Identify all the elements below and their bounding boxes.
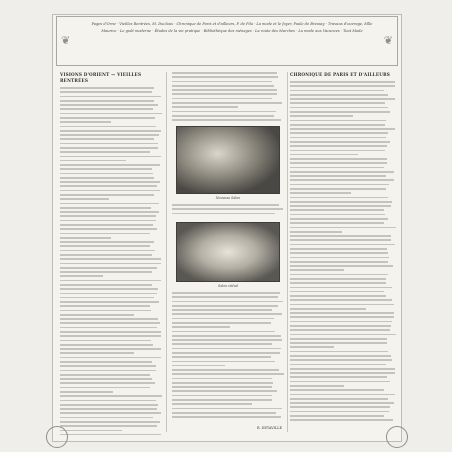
text-line <box>60 143 158 145</box>
left-ornament-icon: ❦ <box>61 34 71 47</box>
text-line <box>290 329 390 331</box>
text-line <box>172 111 276 113</box>
text-line <box>290 137 386 139</box>
text-line <box>60 335 161 337</box>
left-article-heading: VISIONS D'ORIENT — VIEILLES RENTRÉES <box>60 72 142 83</box>
text-line <box>60 181 160 183</box>
text-line <box>60 387 150 389</box>
text-line <box>290 355 391 357</box>
text-line <box>290 102 385 104</box>
text-line <box>172 395 272 397</box>
text-line <box>172 390 277 392</box>
table-of-contents: Pages d'Orne · Vieilles Rentrées, M. Duclaux · Chronique de Paris et d'ailleurs, P. de Pila · La mode et le foyer, Paule de Bressay · Travaux d'ouvrage, Mlle Maurice · Le goût moderne · Études de la vie pratique · Bibliothèque des ménages · La route des Marches · La mode aux Vacances · Tout Mode <box>91 22 373 34</box>
text-line <box>290 209 384 211</box>
text-line <box>60 241 154 243</box>
text-line <box>60 194 154 196</box>
text-line <box>60 310 151 312</box>
text-line <box>290 376 387 378</box>
text-line <box>60 365 156 367</box>
text-line <box>290 107 388 109</box>
text-line <box>60 361 152 363</box>
text-line <box>172 296 278 298</box>
text-line <box>290 90 384 92</box>
text-line <box>290 278 386 280</box>
text-line <box>290 235 391 237</box>
text-line <box>60 104 158 106</box>
text-line <box>172 313 282 315</box>
text-line <box>60 297 154 299</box>
text-line <box>290 368 395 370</box>
text-line <box>290 171 394 173</box>
text-line <box>60 117 155 119</box>
text-line <box>172 106 238 108</box>
text-line <box>60 382 155 384</box>
text-line <box>60 408 157 410</box>
text-line <box>60 254 152 256</box>
text-line <box>60 327 157 329</box>
text-line <box>172 93 277 95</box>
text-line <box>60 147 158 149</box>
text-line <box>60 280 161 282</box>
text-line <box>290 321 392 323</box>
text-line <box>172 322 271 324</box>
text-line <box>290 175 386 177</box>
text-line <box>60 301 159 303</box>
text-line <box>60 220 156 222</box>
text-line <box>172 305 278 307</box>
text-line <box>60 258 161 260</box>
text-line <box>290 325 391 327</box>
text-line <box>60 412 161 414</box>
text-line <box>60 138 154 140</box>
text-line <box>60 275 103 277</box>
text-line <box>290 287 392 289</box>
text-line <box>172 386 272 388</box>
text-line <box>172 115 274 117</box>
text-line <box>290 141 390 143</box>
photo-caption: Salon réduit <box>218 284 238 288</box>
text-line <box>60 224 153 226</box>
photo-fireplace <box>176 126 280 194</box>
text-line <box>290 316 394 318</box>
text-line <box>60 100 154 102</box>
text-line <box>290 252 388 254</box>
text-line <box>172 373 284 375</box>
text-line <box>60 108 153 110</box>
text-line <box>172 318 274 320</box>
text-line <box>290 406 390 408</box>
text-line <box>60 318 158 320</box>
text-line <box>60 207 151 209</box>
text-line <box>60 357 161 359</box>
text-line <box>172 343 272 345</box>
text-line <box>60 400 156 402</box>
text-line <box>60 87 154 89</box>
text-line <box>60 331 161 333</box>
text-line <box>290 398 388 400</box>
right-article-heading: CHRONIQUE DE PARIS ET D'AILLEURS <box>290 72 390 77</box>
text-line <box>172 365 225 367</box>
text-line <box>172 369 279 371</box>
text-line <box>290 342 387 344</box>
text-line <box>172 339 282 341</box>
text-line <box>290 282 386 284</box>
text-line <box>290 334 396 336</box>
text-line <box>290 304 394 306</box>
text-line <box>290 312 394 314</box>
text-line <box>290 291 384 293</box>
text-line <box>290 265 393 267</box>
text-line <box>172 89 277 91</box>
text-line <box>60 130 161 132</box>
text-line <box>60 233 150 235</box>
text-line <box>172 356 271 358</box>
text-line <box>290 274 388 276</box>
text-line <box>60 126 156 128</box>
text-line <box>290 205 391 207</box>
text-line <box>60 417 153 419</box>
text-line <box>60 267 157 269</box>
text-line <box>60 237 111 239</box>
text-line <box>60 156 161 158</box>
text-line <box>290 120 386 122</box>
column-divider <box>287 72 288 432</box>
text-line <box>60 395 162 397</box>
text-line <box>290 239 391 241</box>
text-line <box>172 352 280 354</box>
text-line <box>60 113 162 115</box>
text-line <box>172 102 282 104</box>
text-line <box>172 76 278 78</box>
text-line <box>60 378 152 380</box>
text-line <box>60 404 158 406</box>
text-line <box>172 81 272 83</box>
text-line <box>172 72 277 74</box>
text-line <box>290 115 353 117</box>
text-line <box>290 231 342 233</box>
text-line <box>290 197 388 199</box>
text-line <box>60 198 109 200</box>
text-line <box>172 98 272 100</box>
text-line <box>290 411 389 413</box>
right-ornament-icon: ❦ <box>383 34 393 47</box>
text-line <box>60 421 160 423</box>
text-line <box>290 162 387 164</box>
right-article-body <box>290 81 396 421</box>
text-line <box>60 91 152 93</box>
text-line <box>60 96 161 98</box>
text-line <box>172 348 281 350</box>
text-line <box>290 402 394 404</box>
masthead-band <box>56 16 398 66</box>
text-line <box>60 344 153 346</box>
text-line <box>60 168 152 170</box>
text-line <box>60 425 157 427</box>
text-line <box>172 408 282 410</box>
text-line <box>290 364 386 366</box>
text-line <box>172 292 280 294</box>
text-line <box>60 185 157 187</box>
text-line <box>290 158 387 160</box>
text-line <box>290 308 366 310</box>
left-article <box>60 72 162 436</box>
text-line <box>172 204 279 206</box>
text-line <box>290 218 388 220</box>
text-line <box>290 394 395 396</box>
text-line <box>60 160 126 162</box>
text-line <box>172 412 276 414</box>
text-line <box>290 201 392 203</box>
text-line <box>172 361 275 363</box>
text-line <box>60 215 156 217</box>
text-line <box>60 305 150 307</box>
corner-ornament-icon <box>386 426 408 448</box>
column-divider <box>166 72 167 432</box>
middle-article-body-top <box>172 72 284 121</box>
text-line <box>290 244 395 246</box>
text-line <box>60 288 158 290</box>
text-line <box>290 111 390 113</box>
text-line <box>290 94 388 96</box>
text-line <box>172 403 252 405</box>
text-line <box>60 173 153 175</box>
left-article-body <box>60 87 162 435</box>
text-line <box>172 378 272 380</box>
text-line <box>290 415 384 417</box>
text-line <box>290 346 334 348</box>
text-line <box>60 134 159 136</box>
right-article <box>290 72 396 436</box>
text-line <box>60 391 113 393</box>
text-line <box>290 167 384 169</box>
text-line <box>60 151 150 153</box>
text-line <box>60 370 156 372</box>
text-line <box>290 389 384 391</box>
middle-article-body <box>172 292 284 422</box>
text-line <box>172 309 272 311</box>
text-line <box>290 359 392 361</box>
text-line <box>290 179 394 181</box>
text-line <box>60 177 154 179</box>
text-line <box>290 154 358 156</box>
text-line <box>60 340 151 342</box>
corner-ornament-icon <box>46 426 68 448</box>
text-line <box>290 81 395 83</box>
text-line <box>60 245 150 247</box>
text-line <box>172 399 272 401</box>
text-line <box>290 184 389 186</box>
text-line <box>290 188 386 190</box>
text-line <box>60 228 157 230</box>
text-line <box>290 227 396 229</box>
text-line <box>290 338 387 340</box>
text-line <box>290 222 384 224</box>
text-line <box>172 331 275 333</box>
text-line <box>172 85 274 87</box>
text-line <box>60 211 159 213</box>
text-line <box>290 295 386 297</box>
signature: R. DETAVILLE <box>256 426 282 430</box>
text-line <box>60 374 150 376</box>
text-line <box>290 269 344 271</box>
text-line <box>60 314 134 316</box>
text-line <box>290 124 385 126</box>
text-line <box>290 385 344 387</box>
text-line <box>290 132 388 134</box>
text-line <box>290 128 395 130</box>
text-line <box>60 271 152 273</box>
text-line <box>60 263 161 265</box>
text-line <box>60 250 155 252</box>
text-line <box>60 348 161 350</box>
text-line <box>60 190 160 192</box>
text-line <box>172 213 275 215</box>
text-line <box>290 351 388 353</box>
text-line <box>172 208 283 210</box>
text-line <box>60 430 122 432</box>
magazine-page <box>52 14 402 442</box>
text-line <box>172 326 230 328</box>
text-line <box>60 121 111 123</box>
text-line <box>172 335 281 337</box>
text-line <box>290 192 351 194</box>
text-line <box>290 85 395 87</box>
text-line <box>172 301 283 303</box>
text-line <box>60 352 134 354</box>
text-line <box>60 293 157 295</box>
text-line <box>290 299 392 301</box>
text-line <box>60 164 160 166</box>
text-line <box>60 284 152 286</box>
text-line <box>290 214 385 216</box>
photo-caption: Nouveau Salon <box>215 196 241 200</box>
text-line <box>290 419 393 421</box>
text-line <box>60 322 160 324</box>
text-line <box>290 145 387 147</box>
text-line <box>172 119 281 121</box>
text-line <box>290 372 395 374</box>
text-line <box>172 382 273 384</box>
text-line <box>290 381 390 383</box>
text-line <box>60 203 159 205</box>
text-line <box>60 434 161 436</box>
text-line <box>290 98 395 100</box>
text-line <box>290 257 389 259</box>
photo-interior <box>176 222 280 282</box>
text-line <box>172 416 281 418</box>
text-line <box>290 248 387 250</box>
text-line <box>290 261 388 263</box>
middle-article-body <box>172 204 284 218</box>
text-line <box>290 150 385 152</box>
